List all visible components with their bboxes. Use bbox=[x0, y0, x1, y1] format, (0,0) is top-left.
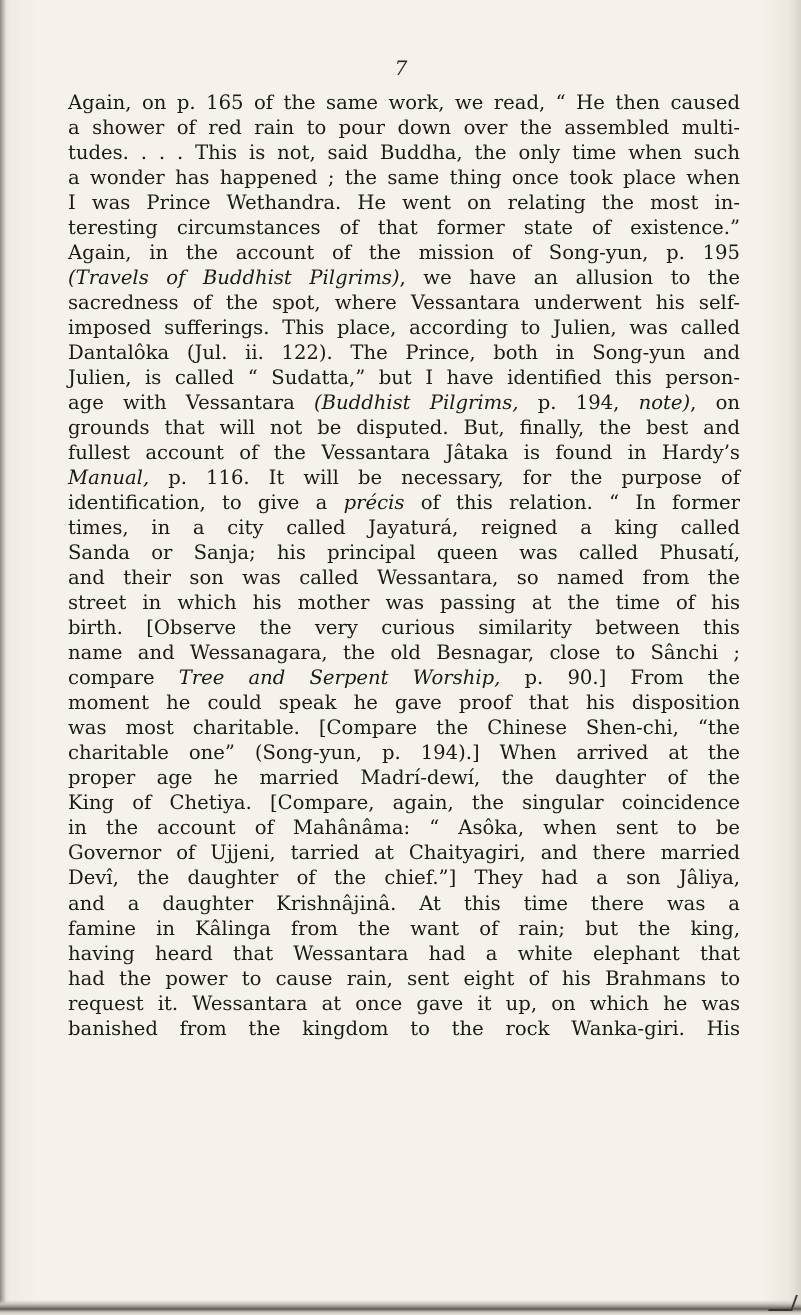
text-line bbox=[68, 991, 740, 1016]
text-segment: Devî, the daughter of the chief.”] They had a son Jâliya, bbox=[68, 866, 740, 890]
text-line bbox=[68, 966, 740, 991]
italic-text: (Buddhist Pilgrims, bbox=[313, 391, 519, 415]
italic-text: (Travels of Buddhist Pilgrims) bbox=[68, 266, 400, 290]
text-line bbox=[68, 540, 740, 565]
text-line bbox=[68, 865, 740, 890]
text-segment: fullest account of the Vessantara Jâtaka is found in Hardy’s bbox=[68, 441, 740, 465]
text-line bbox=[68, 490, 740, 515]
text-segment: in the account of Mahânâma: “ Asôka, when sent to be bbox=[68, 816, 740, 840]
text-segment: Julien, is called “ Sudatta,” but I have identified this person- bbox=[68, 366, 740, 390]
text-segment: identification, to give a bbox=[68, 491, 344, 515]
text-segment: grounds that will not be disputed. But, finally, the best and bbox=[68, 416, 740, 440]
text-segment: and a daughter Krishnâjinâ. At this time there was a bbox=[68, 891, 740, 915]
text-line bbox=[68, 615, 740, 640]
text-segment: sacredness of the spot, where Vessantara underwent his self- bbox=[68, 291, 740, 315]
text-segment: street in which his mother was passing at the time of his bbox=[68, 591, 740, 615]
text-line bbox=[68, 1016, 740, 1041]
text-segment: famine in Kâlinga from the want of rain; but the king, bbox=[68, 916, 740, 940]
text-segment: Again, in the account of the mission of Song-yun, p. 195 bbox=[68, 241, 740, 265]
text-line bbox=[68, 165, 740, 190]
text-segment: Dantalôka (Jul. ii. 122). The Prince, both in Song-yun and bbox=[68, 341, 740, 365]
italic-text: Tree and Serpent Worship, bbox=[178, 666, 501, 690]
text-segment: banished from the kingdom to the rock Wanka-giri. His bbox=[68, 1016, 740, 1040]
text-segment: p. 116. It will be necessary, for the purpose of bbox=[149, 466, 740, 490]
text-segment: having heard that Wessantara had a white elephant that bbox=[68, 941, 740, 965]
text-segment: a wonder has happened ; the same thing once took place when bbox=[68, 166, 740, 190]
text-line bbox=[68, 815, 740, 840]
page-number: 7 bbox=[394, 56, 408, 80]
text-line bbox=[68, 340, 740, 365]
text-line bbox=[68, 916, 740, 941]
text-segment: Again, on p. 165 of the same work, we read, “ He then caused bbox=[68, 91, 740, 114]
text-line bbox=[68, 640, 740, 665]
text-line bbox=[68, 190, 740, 215]
text-line bbox=[68, 415, 740, 440]
text-line bbox=[68, 365, 740, 390]
text-line bbox=[68, 941, 740, 966]
text-segment: times, in a city called Jayaturá, reigned a king called bbox=[68, 516, 740, 540]
italic-text: note) bbox=[638, 391, 691, 415]
text-line bbox=[68, 715, 740, 740]
text-line bbox=[68, 515, 740, 540]
text-segment: teresting circumstances of that former state of existence.” bbox=[68, 216, 740, 240]
text-segment: p. 90.] From the bbox=[500, 666, 741, 690]
italic-text: précis bbox=[343, 491, 405, 515]
text-segment: age with Vessantara bbox=[68, 391, 314, 415]
text-line bbox=[68, 665, 740, 690]
text-line bbox=[68, 690, 740, 715]
text-line bbox=[68, 115, 740, 140]
text-segment: King of Chetiya. [Compare, again, the singular coincidence bbox=[68, 791, 740, 815]
text-segment: was most charitable. [Compare the Chinese Shen-chi, “the bbox=[68, 716, 740, 740]
text-segment: I was Prince Wethandra. He went on relating the most in- bbox=[68, 191, 740, 215]
text-line bbox=[68, 891, 740, 916]
text-line bbox=[68, 140, 740, 165]
text-segment: name and Wessanagara, the old Besnagar, close to Sânchi ; bbox=[68, 641, 740, 665]
text-segment: compare bbox=[68, 666, 179, 690]
text-segment: had the power to cause rain, sent eight of his Brahmans to bbox=[68, 966, 740, 990]
text-line bbox=[68, 565, 740, 590]
text-line bbox=[68, 265, 740, 290]
text-line bbox=[68, 840, 740, 865]
text-segment: request it. Wessantara at once gave it up, on which he was bbox=[68, 991, 740, 1015]
text-line bbox=[68, 440, 740, 465]
text-line bbox=[68, 390, 740, 415]
text-line bbox=[68, 590, 740, 615]
text-line bbox=[68, 290, 740, 315]
page-bottom-edge bbox=[0, 1300, 801, 1315]
text-segment: imposed sufferings. This place, according to Julien, was called bbox=[68, 316, 740, 340]
text-line bbox=[68, 240, 740, 265]
text-segment: and their son was called Wessantara, so named from the bbox=[68, 566, 740, 590]
text-line bbox=[68, 740, 740, 765]
text-segment: , on bbox=[690, 391, 741, 415]
text-line bbox=[68, 765, 740, 790]
text-segment: birth. [Observe the very curious similarity between this bbox=[68, 616, 740, 640]
text-segment: Governor of Ujjeni, tarried at Chaityagiri, and there married bbox=[68, 841, 740, 865]
text-segment: of this relation. “ In former bbox=[404, 491, 740, 515]
text-segment: Sanda or Sanja; his principal queen was called Phusatí, bbox=[68, 541, 740, 565]
text-segment: moment he could speak he gave proof that his disposition bbox=[68, 691, 740, 715]
text-line bbox=[68, 90, 740, 115]
text-segment: tudes. . . . This is not, said Buddha, the only time when such bbox=[68, 141, 740, 165]
body-text bbox=[68, 90, 740, 1041]
text-segment: a shower of red rain to pour down over the assembled multi- bbox=[68, 116, 740, 140]
text-segment: p. 194, bbox=[518, 391, 639, 415]
text-segment: , we have an allusion to the bbox=[399, 266, 740, 290]
page-binding-edge bbox=[0, 0, 6, 1315]
text-line bbox=[68, 315, 740, 340]
text-segment: charitable one” (Song-yun, p. 194).] When arrived at the bbox=[68, 741, 740, 765]
italic-text: Manual, bbox=[68, 466, 150, 490]
text-line bbox=[68, 465, 740, 490]
text-segment: proper age he married Madrí-dewí, the daughter of the bbox=[68, 766, 740, 790]
text-line bbox=[68, 215, 740, 240]
text-line bbox=[68, 790, 740, 815]
